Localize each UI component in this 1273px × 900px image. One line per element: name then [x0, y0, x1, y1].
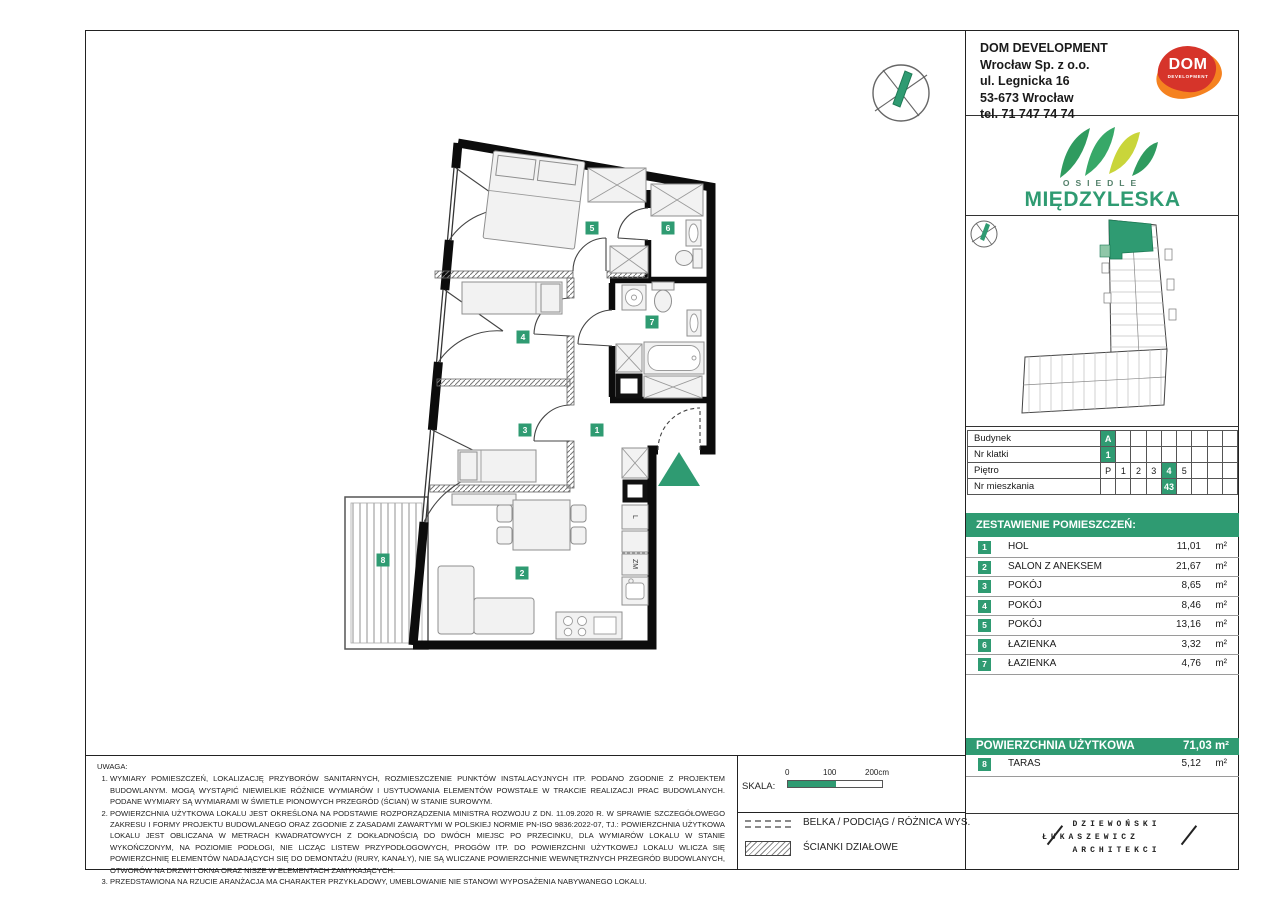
usable-area-label: POWIERZCHNIA UŻYTKOWA — [976, 740, 1135, 752]
dishwasher-label: ZM — [631, 558, 638, 570]
bath7-shaft-cabinet — [616, 344, 642, 396]
table-row: Nr klatki 1 — [968, 447, 1238, 463]
room-number-badge: 3 — [978, 580, 991, 593]
legend-item-beam: BELKA / PODCIĄG / RÓŻNICA WYS. — [745, 819, 791, 830]
unit-info-table — [967, 430, 1238, 495]
room3-bed — [458, 450, 536, 482]
note-item: 1. WYMIARY POMIESZCZEŃ, LOKALIZACJĘ PRZYBORÓW SANITARNYCH, ROZMIESZCZENIE PUNKTÓW INSTALACYJNYCH ITP. PODANO ZGODNIE Z PROJEKTEM BUDOWLANYM. MOGĄ WYSTĄPIĆ NIEWIELKIE RÓŻNICE WYMIARÓW I USYTUOWANIA ELEMENTÓW POWSTAŁE W TRAKCIE REALIZACJI PRAC BUDOWLANYCH. PODANE WYMIARY SĄ WYMIARAMI W ŚWIETLE PIONOWYCH PRZEGRÓD (ŚCIAN) W STANIE SUROWYM. — [110, 773, 725, 807]
dom-development-logo: DOM DEVELOPMENT — [1152, 44, 1224, 102]
dining-table — [497, 500, 586, 550]
beam-dashes-icon — [745, 819, 791, 830]
svg-text:8: 8 — [380, 555, 386, 565]
room-row-5: 5 POKÓJ 13,16 m² — [966, 616, 1239, 636]
compass-icon — [873, 65, 929, 121]
bath7-toilet — [652, 282, 674, 312]
room-row-6: 6 ŁAZIENKA 3,32 m² — [966, 636, 1239, 656]
bath7-sink — [687, 310, 701, 336]
scale-bar — [787, 780, 883, 788]
table-row: Nr mieszkania 43 — [968, 479, 1238, 495]
room-number-badge: 6 — [978, 639, 991, 652]
svg-text:5: 5 — [589, 223, 595, 233]
svg-text:3: 3 — [522, 425, 528, 435]
terrace-row: 8 TARAS 5,12 m² — [966, 755, 1239, 777]
svg-text:2: 2 — [519, 568, 525, 578]
rooms-list-header: ZESTAWIENIE POMIESZCZEŃ: — [966, 513, 1239, 537]
miedzyleska-leaves-icon — [1052, 124, 1162, 180]
bath6-shower — [651, 184, 703, 216]
room3-desk — [452, 494, 516, 505]
room5-wardrobe — [588, 168, 646, 202]
bath6-toilet — [676, 249, 703, 268]
room-row-1: 1 HOL 11,01 m² — [966, 538, 1239, 558]
kitchen-column — [622, 448, 648, 605]
badge-room-4 — [517, 331, 530, 344]
notes-block — [97, 761, 725, 887]
notes-heading: UWAGA: — [97, 762, 128, 771]
badge-room-2 — [516, 567, 529, 580]
company-name: DOM DEVELOPMENT — [980, 41, 1108, 55]
entrance-arrow-icon — [658, 452, 700, 486]
table-row: Budynek A — [968, 431, 1238, 447]
panel-spacer — [966, 777, 1239, 814]
hall-wardrobe — [610, 246, 648, 273]
brand-osiedle: OSIEDLE — [1062, 178, 1143, 188]
room-number-badge: 4 — [978, 600, 991, 613]
partition-hatch-icon — [745, 841, 791, 856]
building-locator-map — [966, 217, 1239, 426]
badge-room-3 — [519, 424, 532, 437]
note-item: 2. POWIERZCHNIA UŻYTKOWA LOKALU JEST OKREŚLONA NA PODSTAWIE ROZPORZĄDZENIA MINISTRA ROZWOJU Z DN. 11.09.2020 R. W SPRAWIE SZCZEGÓŁOWEGO ZAKRESU I FORMY PROJEKTU BUDOWLANEGO ORAZ ZGODNIE Z ZASADAMI ZAWARTYMI W POLSKIEJ NORMIE PN-ISO 9836:2022-07, TJ.: POWIERZCHNIA UŻYTKOWA LOKALU JEST OBLICZANA W METRACH KWADRATOWYCH Z DOKŁADNOŚCIĄ DO DWÓCH MIEJSC PO PRZECINKU, DLA WYMIARÓW LOKALU W STANIE WYKOŃCZONYM, NA POZIOMIE PODŁOGI, NIE LICZĄC LISTEW PRZYPODŁOGOWYCH, PROGÓW ITP. DO POWIERZCHNI UŻYTKOWEJ LOKALU WLICZA SIĘ POWIERZCHNIĘ ELEMENTÓW NADAJĄCYCH SIĘ DO DEMONTAŻU (RURY, KANAŁY), NIE SĄ WLICZANE POWIERZCHNIE WEWNĘTRZNYCH PRZEGRÓD BUDOWLANYCH, OTWORÓW NA DRZWI I OKNA ORAZ NISZE W ELEMENTACH ZAMYKAJĄCYCH. — [110, 808, 725, 876]
room-number-badge: 7 — [978, 658, 991, 671]
bath6-sink — [686, 220, 701, 246]
room4-bed — [462, 282, 562, 314]
bath7-cabinet — [644, 376, 702, 398]
fridge-label: L — [631, 515, 638, 519]
room-row-7: 7 ŁAZIENKA 4,76 m² — [966, 655, 1239, 675]
table-row: Piętro P 1 2 3 4 5 — [968, 463, 1238, 479]
room-number-badge: 1 — [978, 541, 991, 554]
legend-item-partition: ŚCIANKI DZIAŁOWE — [745, 841, 791, 856]
windows — [422, 168, 457, 522]
room5-bed — [483, 151, 585, 250]
room-row-3: 3 POKÓJ 8,65 m² — [966, 577, 1239, 597]
note-item: 3. PRZEDSTAWIONA NA RZUCIE ARANŻACJA MA CHARAKTER PRZYKŁADOWY, UMEBLOWANIE NIE STANOWI WYPOSAŻENIA NABYWANEGO LOKALU. — [110, 876, 725, 887]
room-number-badge: 5 — [978, 619, 991, 632]
divider — [85, 755, 965, 756]
kitchen-stove — [556, 612, 622, 639]
bath7-bathtub — [644, 342, 704, 374]
company-phone: tel. 71 747 74 74 — [980, 107, 1075, 121]
company-info: DOM DEVELOPMENT Wrocław Sp. z o.o. ul. Legnicka 16 53-673 Wrocław tel. 71 747 74 74 — [980, 41, 1108, 121]
svg-text:6: 6 — [665, 223, 671, 233]
svg-text:1: 1 — [594, 425, 600, 435]
usable-area-bar — [966, 738, 1239, 755]
room-number-badge: 8 — [978, 758, 991, 771]
room-row-4: 4 POKÓJ 8,46 m² — [966, 597, 1239, 617]
usable-area-value: 71,03 m² — [1182, 740, 1229, 752]
badge-room-1 — [591, 424, 604, 437]
badge-room-6 — [662, 222, 675, 235]
architect-logo: DZIEWOŃSKI ŁUKASZEWICZ ARCHITEKCI — [966, 813, 1239, 869]
brand-name: MIĘDZYLESKA — [1024, 188, 1181, 211]
scale-label: SKALA: — [742, 781, 776, 792]
room-number-badge: 2 — [978, 561, 991, 574]
svg-text:7: 7 — [649, 317, 655, 327]
svg-text:4: 4 — [520, 332, 526, 342]
floor-plan-drawing — [85, 30, 965, 755]
room-row-2: 2 SALON Z ANEKSEM 21,67 m² — [966, 558, 1239, 578]
badge-room-7 — [646, 316, 659, 329]
locator-compass-icon — [971, 221, 997, 247]
floor-plan-sheet: L ZM 1 2 3 4 5 6 7 8 DOM DEVELOPMENT Wrocław Sp. z o.o. ul. Legnicka 16 53-673 Wrocław tel. 71 747 74 74 DOM DEVELOPMENT OSIEDLE MIĘDZYLESKA Budynek A Nr klatki 1 Piętro P 1 2 3 4 5 Nr mieszkania 43 ZESTAWIENIE POMIESZCZEŃ: 1 HOL 11,01 m² 2 SALON Z ANEKSEM 21,67 m² 3 POKÓJ 8,65 m² 4 POKÓJ 8,46 m² 5 POKÓJ 13,16 m² 6 ŁAZIENKA 3,32 m² 7 ŁAZIENKA 4,76 m² POWIERZCHNIA UŻYTKOWA 71,03 m² 8 TARAS 5,12 m² DZIEWOŃSKI ŁUKASZEWICZ ARCHITEKCI UWAGA: 1. WYMIARY POMIESZCZEŃ, LOKALIZACJĘ PRZYBORÓW SANITARNYCH, ROZMIESZCZENIE PUNKTÓW INSTALACYJNYCH ITP. PODANO ZGODNIE Z PROJEKTEM BUDOWLANYM. MOGĄ WYSTĄPIĆ NIEWIELKIE RÓŻNICE WYMIARÓW I USYTUOWANIA ELEMENTÓW POWSTAŁE W TRAKCIE REALIZACJI PRAC BUDOWLANYCH. PODANE WYMIARY SĄ WYMIARAMI W ŚWIETLE PIONOWYCH PRZEGRÓD (ŚCIAN) W STANIE SUROWYM. 2. POWIERZCHNIA UŻYTKOWA LOKALU JEST OKREŚLONA NA PODSTAWIE ROZPORZĄDZENIA MINISTRA ROZWOJU Z DN. 11.09.2020 R. W SPRAWIE SZCZEGÓŁOWEGO ZAKRESU I FORMY PROJEKTU BUDOWLANEGO ORAZ ZGODNIE Z ZASADAMI ZAWARTYMI W POLSKIEJ NORMIE PN-ISO 9836:2022-07, TJ.: POWIERZCHNIA UŻYTKOWA LOKALU JEST OBLICZANA W METRACH KWADRATOWYCH Z DOKŁADNOŚCIĄ DO DWÓCH MIEJSC PO PRZECINKU, DLA WYMIARÓW LOKALU W STANIE WYKOŃCZONYM, NA POZIOMIE PODŁOGI, NIE LICZĄC LISTEW PRZYPODŁOGOWYCH, PROGÓW ITP. DO POWIERZCHNI UŻYTKOWEJ LOKALU WLICZA SIĘ POWIERZCHNIĘ ELEMENTÓW NADAJĄCYCH SIĘ DO DEMONTAŻU (RURY, KANAŁY), NIE SĄ WLICZANE POWIERZCHNIE WEWNĘTRZNYCH PRZEGRÓD BUDOWLANYCH, OTWORÓW NA DRZWI I OKNA ORAZ NISZE W ELEMENTACH ZAMYKAJĄCYCH. 3. PRZEDSTAWIONA NA RZUCIE ARANŻACJA MA CHARAKTER PRZYKŁADOWY, UMEBLOWANIE NIE STANOWI WYPOSAŻENIA NABYWANEGO LOKALU. SKALA: 0 100 200cm BELKA / PODCIĄG / RÓŻNICA WYS. ŚCIANKI DZIAŁOWE — [0, 0, 1273, 900]
badge-room-8 — [377, 554, 390, 567]
bath7-washer — [622, 285, 646, 310]
divider — [737, 812, 965, 813]
badge-room-5 — [586, 222, 599, 235]
